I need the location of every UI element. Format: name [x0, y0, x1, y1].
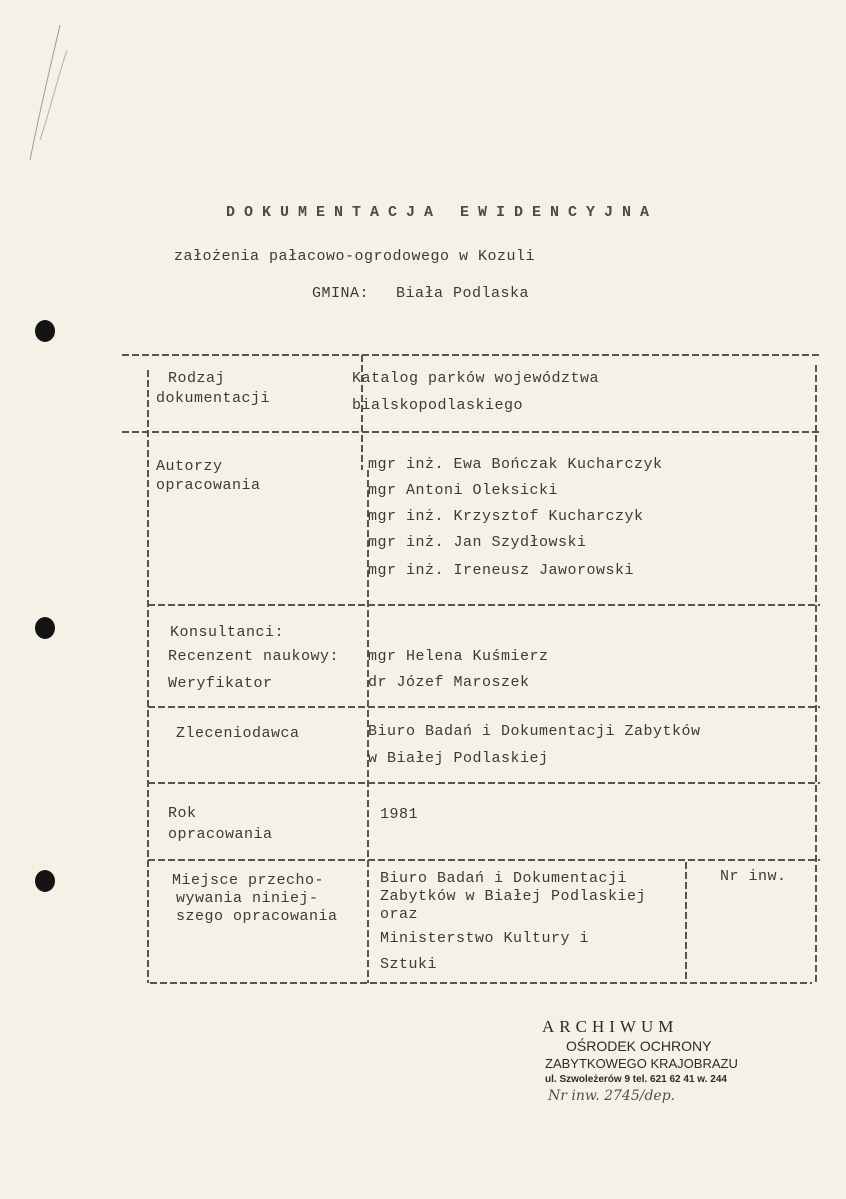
rodzaj-label-2: dokumentacji	[156, 390, 271, 407]
autorzy-label-2: opracowania	[156, 477, 261, 494]
zleceniodawca-value-2: w Białej Podlaskiej	[368, 750, 549, 767]
nr-inw-label: Nr inw.	[720, 868, 787, 885]
miejsce-value-3: oraz	[380, 906, 419, 923]
recenzent-value: mgr Helena Kuśmierz	[368, 648, 549, 665]
stamp-line-2: OŚRODEK OCHRONY	[566, 1038, 712, 1054]
miejsce-value-5: Sztuki	[380, 956, 438, 973]
autorzy-label-1: Autorzy	[156, 458, 223, 475]
miejsce-value-2: Zabytków w Białej Podlaskiej	[380, 888, 647, 905]
document-title: DOKUMENTACJA EWIDENCYJNA	[226, 204, 659, 221]
zleceniodawca-value-1: Biuro Badań i Dokumentacji Zabytków	[368, 723, 701, 740]
miejsce-label-1: Miejsce przecho-	[172, 872, 325, 889]
miejsce-label-2: wywania niniej-	[176, 890, 319, 907]
gmina-label: GMINA:	[312, 285, 370, 302]
stamp-line-3: ZABYTKOWEGO KRAJOBRAZU	[545, 1056, 738, 1071]
miejsce-label-3: szego opracowania	[176, 908, 338, 925]
author-name-4: mgr inż. Jan Szydłowski	[368, 534, 587, 551]
rodzaj-value-2: bialskopodlaskiego	[352, 397, 524, 414]
miejsce-value-1: Biuro Badań i Dokumentacji	[380, 870, 628, 887]
recenzent-label: Recenzent naukowy:	[168, 648, 340, 665]
author-name-2: mgr Antoni Oleksicki	[368, 482, 559, 499]
gmina-value: Biała Podlaska	[396, 285, 530, 302]
stamp-archiwum: ARCHIWUM	[542, 1017, 679, 1036]
konsultanci-label: Konsultanci:	[170, 624, 285, 641]
rok-label-1: Rok	[168, 805, 197, 822]
rodzaj-value-1: Katalog parków województwa	[352, 370, 600, 387]
zleceniodawca-label: Zleceniodawca	[176, 725, 300, 742]
weryfikator-value: dr Józef Maroszek	[368, 674, 530, 691]
document-subtitle: założenia pałacowo-ogrodowego w Kozuli	[174, 248, 536, 265]
author-name-5: mgr inż. Ireneusz Jaworowski	[368, 562, 635, 579]
author-name-3: mgr inż. Krzysztof Kucharczyk	[368, 508, 644, 525]
stamp-line-4: ul. Szwoleżerów 9 tel. 621 62 41 w. 244	[545, 1074, 727, 1085]
miejsce-value-4: Ministerstwo Kultury i	[380, 930, 590, 947]
author-name-1: mgr inż. Ewa Bończak Kucharczyk	[368, 456, 663, 473]
weryfikator-label: Weryfikator	[168, 675, 273, 692]
handwritten-inventory-number: Nr inw. 2745/dep.	[548, 1088, 676, 1104]
rodzaj-label-1: Rodzaj	[168, 370, 226, 387]
rok-label-2: opracowania	[168, 826, 273, 843]
rok-value: 1981	[380, 806, 419, 823]
